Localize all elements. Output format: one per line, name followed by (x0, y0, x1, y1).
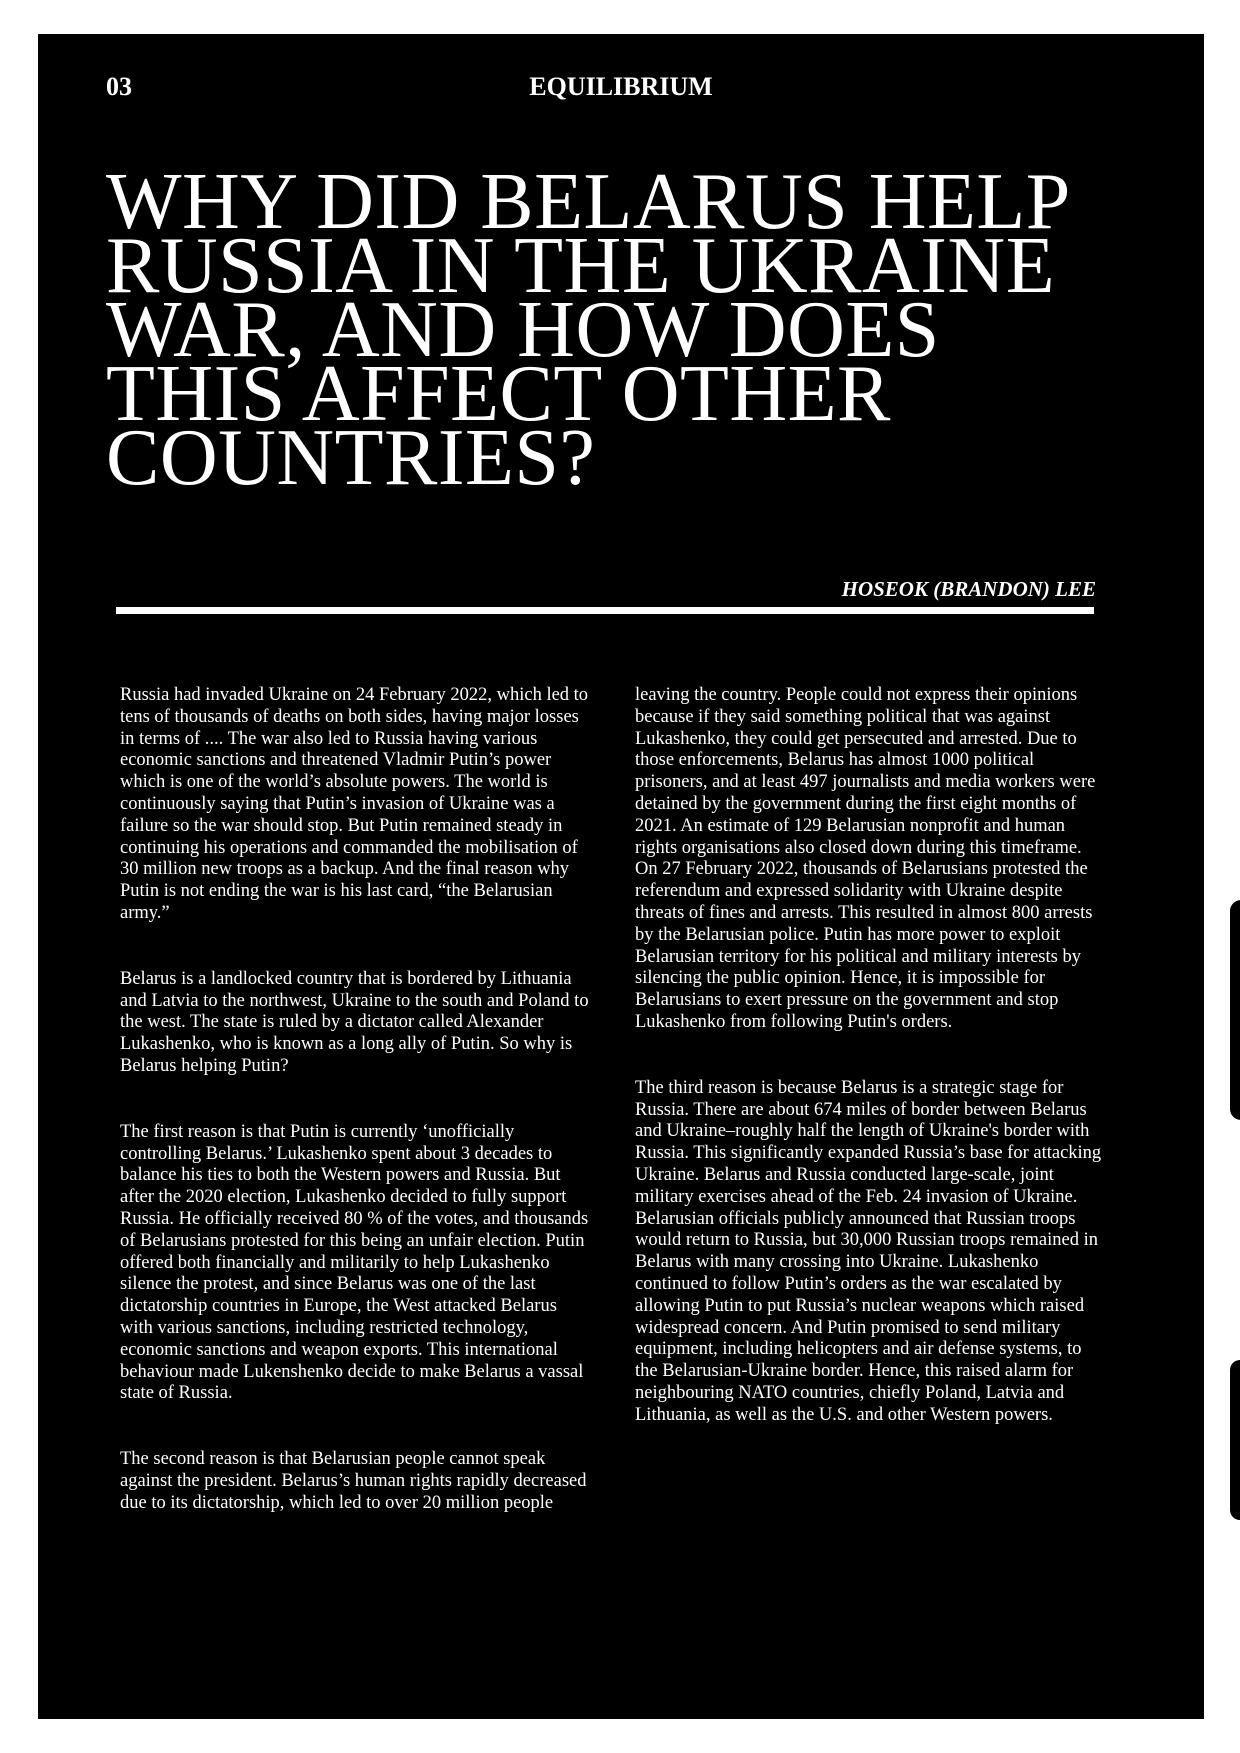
title-line: WHY DID BELARUS HELP (106, 158, 1071, 246)
edge-artifact (1230, 1360, 1240, 1520)
magazine-page (38, 34, 1204, 1719)
right-column (635, 685, 1105, 1471)
magazine-name: EQUILIBRIUM (529, 72, 713, 101)
paragraph: The second reason is that Belarusian people cannot speak against the president. Belarus’s human rights rapidly decreased due to its dictatorship, which led to over 20 million people (120, 1449, 587, 1513)
paragraph: Belarus is a landlocked country that is bordered by Lithuania and Latvia to the northwest, Ukraine to the south and Poland to the west. The state is ruled by a dictator called Alexander Lukashenko, who is known as a long ally of Putin. So why is Belarus helping Putin? (120, 968, 589, 1076)
article-title (106, 158, 1126, 502)
left-column (120, 685, 590, 1559)
paragraph: Russia had invaded Ukraine on 24 February 2022, which led to tens of thousands of deaths on both sides, having major losses in terms of .... The war also led to Russia having various economic sanctions and threatened Vladmir Putin’s power which is one of the world’s absolute powers. The world is continuously saying that Putin’s invasion of Ukraine was a failure so the war should stop. But Putin remained steady in continuing his operations and commanded the mobilisation of 30 million new troops as a backup. And the final reason why Putin is not ending the war is his last card, “the Belarusian army.” (120, 685, 589, 923)
title-line: THIS AFFECT OTHER (106, 350, 891, 438)
edge-artifact (1230, 900, 1240, 1120)
author-byline: HOSEOK (BRANDON) LEE (841, 577, 1096, 601)
title-line: COUNTRIES? (106, 414, 596, 502)
title-line: RUSSIA IN THE UKRAINE (106, 222, 1056, 310)
paragraph: The third reason is because Belarus is a strategic stage for Russia. There are about 674 miles of border between Belarus and Ukraine–roughly half the length of Ukraine's border with Russia. This significantly expanded Russia’s base for attacking Ukraine. Belarus and Russia conducted large-scale, joint military exercises ahead of the Feb. 24 invasion of Ukraine. Belarusian officials publicly announced that Russian troops would return to Russia, but 30,000 Russian troops remained in Belarus with many crossing into Ukraine. Lukashenko continued to follow Putin’s orders as the war escalated by allowing Putin to put Russia’s nuclear weapons which raised widespread concern. And Putin promised to send military equipment, including helicopters and air defense systems, to the Belarusian-Ukraine border. Hence, this raised alarm for neighbouring NATO countries, chiefly Poland, Latvia and Lithuania, as well as the U.S. and other Western powers. (635, 1077, 1102, 1425)
paragraph: The first reason is that Putin is currently ‘unofficially controlling Belarus.’ Lukashenko spent about 3 decades to balance his ties to both the Western powers and Russia. But after the 2020 election, Lukashenko decided to fully support Russia. He officially received 80 % of the votes, and thousands of Belarusians protested for this being an unfair election. Putin offered both financially and militarily to help Lukashenko silence the protest, and since Belarus was one of the last dictatorship countries in Europe, the West attacked Belarus with various sanctions, including restricted technology, economic sanctions and weapon exports. This international behaviour made Lukenshenko decide to make Belarus a vassal state of Russia. (120, 1121, 589, 1404)
divider-rule (116, 607, 1094, 614)
title-line: WAR, AND HOW DOES (106, 286, 940, 374)
paragraph: leaving the country. People could not express their opinions because if they said something political that was against Lukashenko, they could get persecuted and arrested. Due to those enforcements, Belarus has almost 1000 political prisoners, and at least 497 journalists and media workers were detained by the government during the first eight months of 2021. An estimate of 129 Belarusian nonprofit and human rights organisations also closed down during this timeframe. On 27 February 2022, thousands of Belarusians protested the referendum and expressed solidarity with Ukraine despite threats of fines and arrests. This resulted in almost 800 arrests by the Belarusian police. Putin has more power to exploit Belarusian territory for his political and military interests by silencing the public opinion. Hence, it is impossible for Belarusians to exert pressure on the government and stop Lukashenko from following Putin's orders. (635, 685, 1096, 1032)
page-number: 03 (106, 72, 132, 101)
